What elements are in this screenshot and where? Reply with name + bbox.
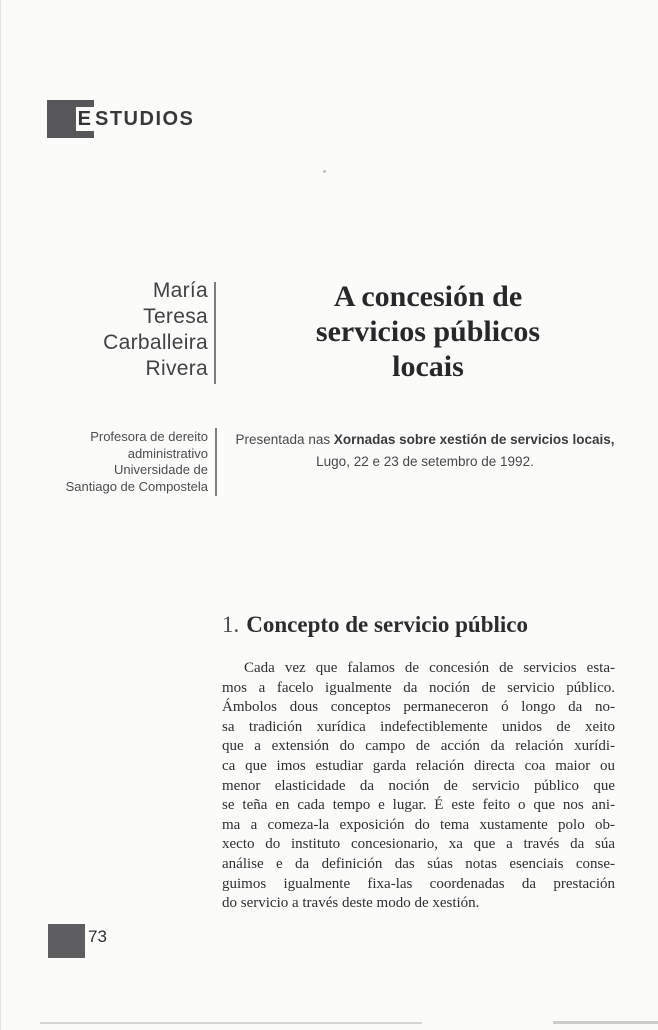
section-heading-number: 1. xyxy=(222,612,240,637)
paragraph-line: se teña en cada tempo e lugar. É este feito o que nos ani- xyxy=(222,797,615,814)
presentation-prefix: Presentada nas xyxy=(235,432,334,447)
article-title-line: A concesión de xyxy=(333,280,523,313)
article-title-line: locais xyxy=(392,350,464,383)
paragraph-line: do servicio a través deste modo de xestión. xyxy=(222,895,480,912)
scan-artifact-bottom-line xyxy=(40,1022,422,1024)
presentation-highlight: Xornadas sobre xestión de servicios locais, xyxy=(333,432,615,447)
paragraph-line: que a extensión do campo de acción da relación xurídi- xyxy=(222,738,615,755)
author-name-line: Carballeira xyxy=(103,331,208,354)
section-label xyxy=(47,100,194,138)
author-name-line: Rivera xyxy=(145,357,208,380)
paragraph-line: análise e da definición das súas notas esenciais conse- xyxy=(222,855,615,872)
author-name xyxy=(40,278,208,382)
paragraph-line: sa tradición xurídica indefectiblemente unidos de xeito xyxy=(222,718,615,735)
scan-speck xyxy=(323,170,326,173)
affiliation-line: administrativo xyxy=(127,445,208,461)
body-paragraph xyxy=(222,659,615,914)
page-number-square xyxy=(48,924,85,958)
paragraph-line: ca que imos estudiar garda relación directa coa maior ou xyxy=(222,757,615,774)
affiliation-divider xyxy=(215,428,217,496)
section-heading xyxy=(222,612,528,638)
paragraph-line: menor elasticidade da noción de servicio público que xyxy=(222,777,615,794)
affiliation-line: Profesora de dereito xyxy=(90,429,208,444)
presentation-note xyxy=(230,429,620,473)
section-label-square xyxy=(47,100,94,138)
affiliation-line: Universidade de xyxy=(114,462,208,477)
author-name-line: María xyxy=(152,279,208,302)
page-number: 73 xyxy=(88,927,107,946)
paragraph-line: guimos igualmente fixa-las coordenadas da prestación xyxy=(222,875,615,892)
paragraph-line: Cada vez que falamos de concesión de servicios esta- xyxy=(244,660,615,676)
article-title-line: servicios públicos xyxy=(315,315,541,348)
affiliation-line: Santiago de Compostela xyxy=(65,478,208,494)
paragraph-line: Ámbolos dous conceptos permaneceron ó longo da no- xyxy=(222,699,615,716)
author-name-line: Teresa xyxy=(143,305,208,328)
paragraph-line: xecto do instituto concesionario, xa que a través da súa xyxy=(222,836,615,853)
scan-artifact-left-edge xyxy=(0,0,1,1030)
section-label-first-letter: E xyxy=(77,108,92,130)
author-affiliation xyxy=(20,429,208,495)
section-heading-title: Concepto de servicio público xyxy=(246,612,528,637)
presentation-line-1 xyxy=(230,429,620,451)
presentation-line-2: Lugo, 22 e 23 de setembro de 1992. xyxy=(316,454,534,469)
section-label-text: STUDIOS xyxy=(95,107,195,130)
article-title xyxy=(250,279,606,384)
paragraph-line: ma a comeza-la exposición do tema xustamente polo ob- xyxy=(222,816,615,833)
paragraph-line: mos a facelo igualmente da noción de servicio público. xyxy=(222,679,615,696)
scan-artifact-bottom-line xyxy=(553,1021,658,1024)
author-title-divider xyxy=(214,282,216,384)
